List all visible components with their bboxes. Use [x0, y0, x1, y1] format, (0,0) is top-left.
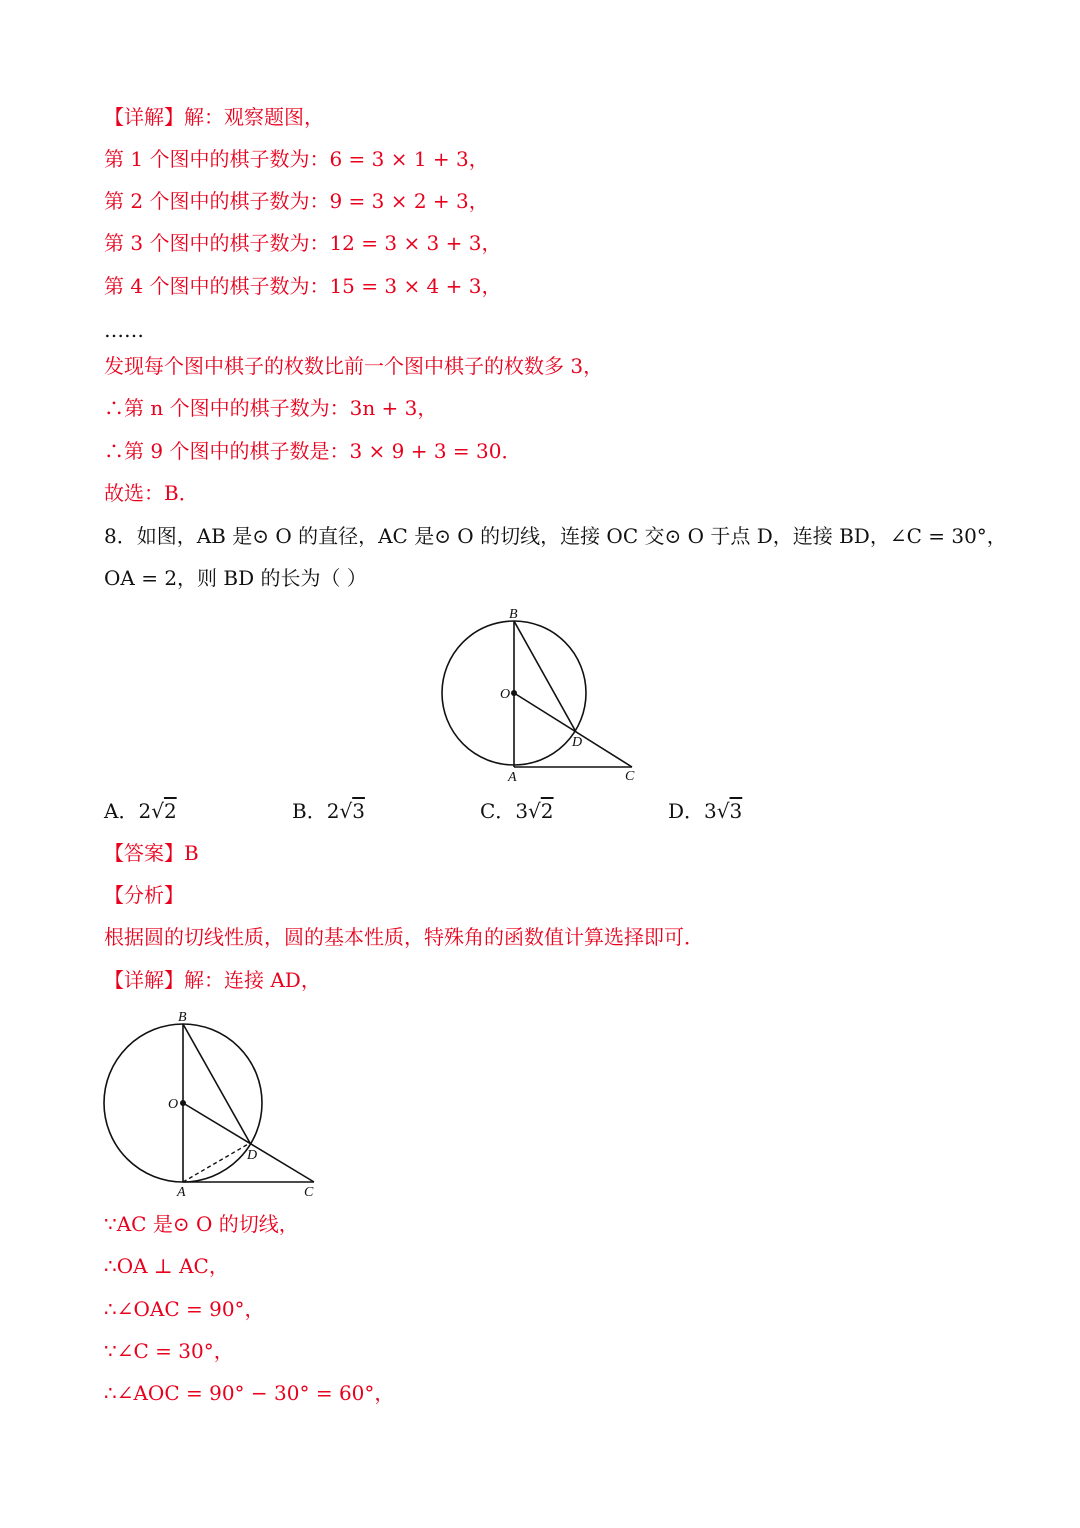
text-line: ∴第 9 个图中的棋子数是：3 × 9 + 3 = 30．: [104, 439, 522, 463]
label-d: D: [247, 1148, 258, 1163]
text-line: 发现每个图中棋子的枚数比前一个图中棋子的枚数多 3，: [104, 354, 604, 378]
label-a: A: [177, 1185, 186, 1200]
question-text: OA = 2，则 BD 的长为（ ）: [104, 566, 367, 590]
text-line: 第 4 个图中的棋子数为：15 = 3 × 4 + 3，: [104, 274, 502, 298]
label-b: B: [509, 607, 518, 622]
text-line: 【详解】解：观察题图，: [104, 105, 324, 129]
option-c: C．3√2: [480, 799, 554, 823]
text-line: ∴OA ⊥ AC，: [104, 1254, 229, 1278]
option-a: A．2√2: [104, 799, 177, 823]
text-line: ∵AC 是⊙ O 的切线，: [104, 1212, 299, 1236]
label-d: D: [572, 735, 583, 750]
label-c: C: [625, 769, 635, 784]
analysis-text: 根据圆的切线性质，圆的基本性质，特殊角的函数值计算选择即可．: [104, 925, 704, 949]
geometry-figure-solution: [100, 1005, 325, 1200]
text-line: 第 1 个图中的棋子数为：6 = 3 × 1 + 3，: [104, 147, 489, 171]
ellipsis-line: ……: [104, 318, 144, 342]
option-b: B．2√3: [292, 799, 365, 823]
detail-heading: 【详解】解：连接 AD，: [104, 968, 321, 992]
text-line: 第 2 个图中的棋子数为：9 = 3 × 2 + 3，: [104, 189, 489, 213]
text-line: ∴∠OAC = 90°，: [104, 1297, 265, 1321]
question-text: 8．如图，AB 是⊙ O 的直径，AC 是⊙ O 的切线，连接 OC 交⊙ O 于点 D，连接 BD，∠C = 30°，: [104, 524, 1007, 548]
option-d: D．3√3: [668, 799, 743, 823]
text-line: ∴第 n 个图中的棋子数为：3n + 3，: [104, 396, 438, 420]
label-o: O: [168, 1097, 179, 1112]
geometry-figure-question: [420, 600, 650, 790]
text-line: 第 3 个图中的棋子数为：12 = 3 × 3 + 3，: [104, 231, 502, 255]
text-line: ∵∠C = 30°，: [104, 1339, 234, 1363]
label-o: O: [500, 687, 511, 702]
label-a: A: [508, 770, 517, 785]
text-line: ∴∠AOC = 90° − 30° = 60°，: [104, 1381, 395, 1405]
text-line: 故选：B．: [104, 481, 199, 505]
label-b: B: [178, 1010, 187, 1025]
answer-line: 【答案】B: [104, 841, 199, 865]
analysis-heading: 【分析】: [104, 883, 184, 907]
label-c: C: [304, 1185, 314, 1200]
